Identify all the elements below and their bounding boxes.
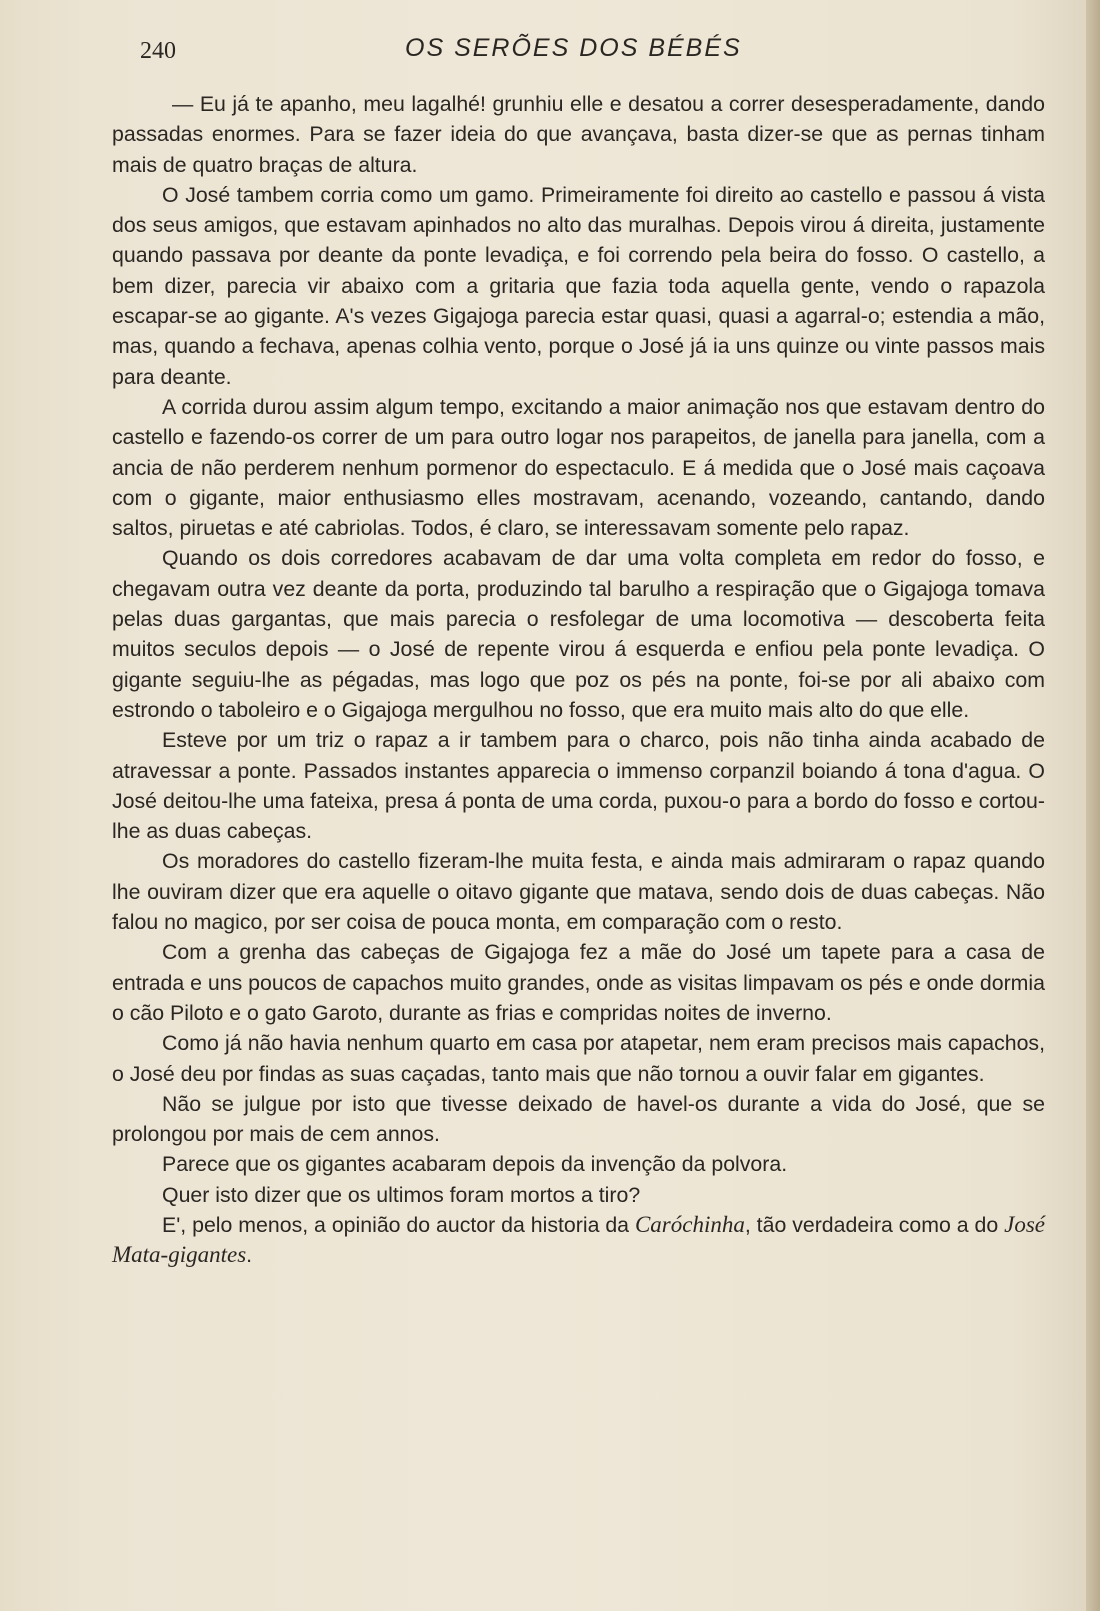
final-text-start: E', pelo menos, a opinião do auctor da historia da xyxy=(162,1212,635,1237)
final-paragraph xyxy=(112,1210,1045,1271)
page-edge xyxy=(1086,0,1100,1611)
page-number: 240 xyxy=(140,38,176,64)
running-title: OS SERÕES DOS BÉBÉS xyxy=(405,34,742,62)
final-text-end: . xyxy=(246,1243,253,1268)
book-title-carochinha: Caróchinha xyxy=(634,1211,745,1237)
paragraph: Esteve por um triz o rapaz a ir tambem para o charco, pois não tinha ainda acabado de atravessar a ponte. Passados instantes apparecia o immenso corpanzil boiando á tona d'agua. O José deitou-lhe uma fateixa, presa á ponta de uma corda, puxou-o para a bordo do fosso e cortou-lhe as duas cabeças. xyxy=(112,728,1045,844)
paragraph: — Eu já te apanho, meu lagalhé! grunhiu elle e desatou a correr desesperadamente, dando passadas enormes. Para se fazer ideia do que avançava, basta dizer-se que as pernas tinham mais de quatro braças de altura. xyxy=(112,92,1045,177)
paragraph: Quando os dois corredores acabavam de dar uma volta completa em redor do fosso, e chegavam outra vez deante da porta, produzindo tal barulho a respiração que o Gigajoga tomava pelas duas gargantas, que mais parecia o resfolegar de uma locomotiva — descoberta feita muitos seculos depois — o José de repente virou á esquerda e enfiou pela ponte levadiça. O gigante seguiu-lhe as pégadas, mas logo que poz os pés na ponte, foi-se por ali abaixo com estrondo o taboleiro e o Gigajoga mergulhou no fosso, que era muito mais alto do que elle. xyxy=(112,546,1045,722)
paragraph: O José tambem corria como um gamo. Primeiramente foi direito ao castello e passou á vista dos seus amigos, que estavam apinhados no alto das muralhas. Depois virou á direita, justamente quando passava por deante da ponte levadiça, e foi correndo pela beira do fosso. O castello, a bem dizer, parecia vir abaixo com a gritaria que fazia toda aquella gente, vendo o rapazola escapar-se ao gigante. A's vezes Gigajoga parecia estar quasi, quasi a agarral-o; estendia a mão, mas, quando a fechava, apenas colhia vento, porque o José já ia uns quinze ou vinte passos mais para deante. xyxy=(112,182,1045,389)
paragraph: Parece que os gigantes acabaram depois da invenção da polvora. xyxy=(162,1152,788,1177)
book-title-jose: José Mata-gigantes xyxy=(112,1211,1046,1268)
paragraph: Os moradores do castello fizeram-lhe muita festa, e ainda mais admiraram o rapaz quando lhe ouviram dizer que era aquelle o oitavo gigante que matava, sendo dois de duas cabeças. Não falou no magico, por ser coisa de pouca monta, em comparação com o resto. xyxy=(112,849,1045,935)
paragraph: Como já não havia nenhum quarto em casa por atapetar, nem eram precisos mais capachos, o José deu por findas as suas caçadas, tanto mais que não tornou a ouvir falar em gigantes. xyxy=(112,1031,1045,1086)
body-text xyxy=(112,89,1045,1271)
paragraph: Com a grenha das cabeças de Gigajoga fez a mãe do José um tapete para a casa de entrada e uns poucos de capachos muito grandes, onde as visitas limpavam os pés e onde dormia o cão Piloto e o gato Garoto, durante as frias e compridas noites de inverno. xyxy=(112,940,1045,1025)
paragraph: Não se julgue por isto que tivesse deixado de havel-os durante a vida do José, que se prolongou por mais de cem annos. xyxy=(112,1091,1045,1147)
final-text-middle: , tão verdadeira como a do xyxy=(744,1212,1005,1237)
page-header xyxy=(0,34,1100,74)
paragraph: Quer isto dizer que os ultimos foram mortos a tiro? xyxy=(162,1182,641,1207)
paragraph: A corrida durou assim algum tempo, excitando a maior animação nos que estavam dentro do castello e fazendo-os correr de um para outro logar nos parapeitos, de janella para janella, com a ancia de não perderem nenhum pormenor do espectaculo. E á medida que o José mais caçoava com o gigante, maior enthusiasmo elles mostravam, acenando, vozeando, cantando, dando saltos, piruetas e até cabriolas. Todos, é claro, se interessavam somente pelo rapaz. xyxy=(112,394,1045,541)
